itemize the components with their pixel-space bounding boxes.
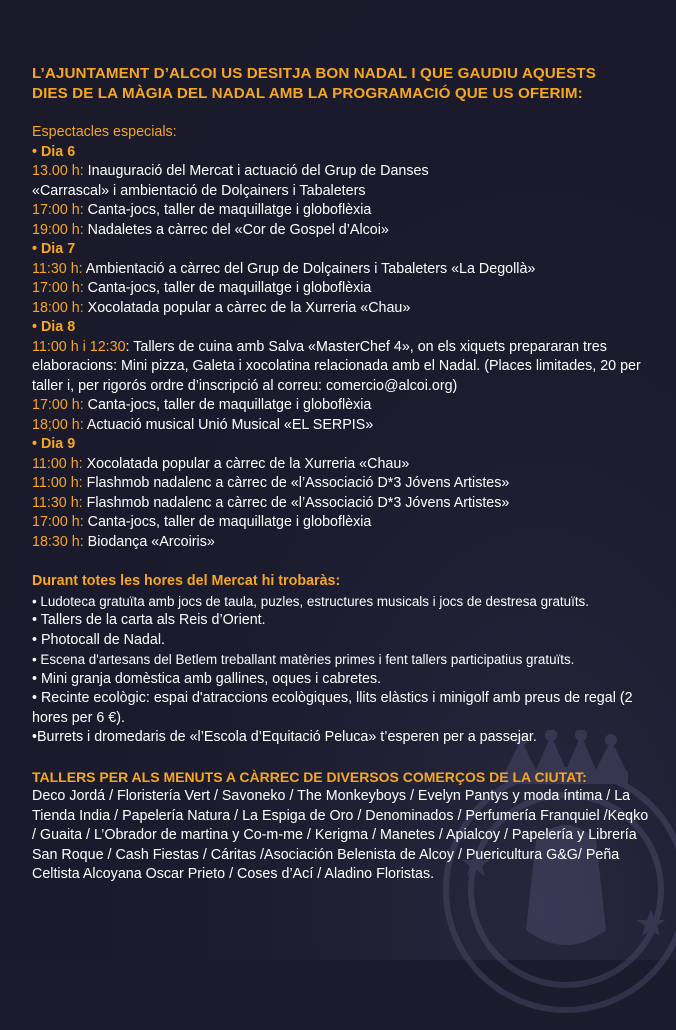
- list-item: • Escena d'artesans del Betlem treballant matèries primes i fent tallers participatius gratuïts.: [32, 652, 575, 667]
- event-row: [32, 513, 652, 533]
- event-text: Canta-jocs, taller de maquillatge i globoflèxia: [83, 514, 372, 530]
- event-row: [32, 201, 652, 221]
- list-item: • Mini granja domèstica amb gallines, oques i cabretes.: [32, 670, 382, 687]
- event-text: Flashmob nadalenc a càrrec de «l’Associació D*3 Jóvens Artistes»: [82, 494, 510, 511]
- event-time: 17:00 h:: [32, 397, 84, 413]
- event-time: 11:30 h:: [32, 494, 83, 511]
- event-time: 17:00 h:: [32, 514, 84, 530]
- event-text: Nadaletes a càrrec del «Cor de Gospel d’Alcoi»: [83, 221, 389, 238]
- event-row: [32, 416, 652, 436]
- event-row: [32, 396, 652, 416]
- section-label-special-shows: Espectacles especials:: [32, 124, 177, 140]
- event-time: 18:30 h:: [32, 533, 84, 550]
- event-text: Xocolatada popular a càrrec de la Xurreria «Chau»: [82, 455, 410, 472]
- list-item: • Recinte ecològic: espai d'atraccions ecològiques, llits elàstics i minigolf amb preus de regal (2 hores per 6 €).: [32, 690, 633, 726]
- workshops-section-title: TALLERS PER ALS MENUTS A CÀRREC DE DIVERSOS COMERÇOS DE LA CIUTAT:: [32, 768, 587, 785]
- event-time: 11:30 h:: [32, 260, 83, 277]
- headline: [32, 64, 652, 103]
- event-row: [32, 533, 652, 553]
- event-row: [32, 299, 652, 319]
- event-text: Xocolatada popular a càrrec de la Xurreria «Chau»: [83, 299, 411, 316]
- list-item: • Photocall de Nadal.: [32, 631, 165, 648]
- event-time: 17:00 h:: [32, 202, 84, 218]
- market-section-title: Durant totes les hores del Mercat hi trobaràs:: [32, 573, 341, 589]
- event-row: [32, 279, 652, 299]
- day-8-label: • Dia 8: [32, 319, 76, 335]
- event-text: Inauguració del Mercat i actuació del Grup de Danses: [83, 163, 429, 179]
- event-row: [32, 494, 652, 514]
- event-time: 18;00 h:: [32, 416, 84, 433]
- event-text: «Carrascal» i ambientació de Dolçainers i Tabaleters: [32, 182, 366, 199]
- event-text: Canta-jocs, taller de maquillatge i globoflèxia: [83, 202, 372, 218]
- event-row: [32, 338, 652, 397]
- event-time: 11:00 h i 12:30: [32, 338, 126, 355]
- list-item: • Ludoteca gratuïta amb jocs de taula, puzles, estructures musicals i jocs de destresa gratuïts.: [32, 593, 589, 609]
- event-row: [32, 182, 652, 202]
- event-row: [32, 455, 652, 475]
- event-text: : Tallers de cuina amb Salva «MasterChef 4», on els xiquets prepararan tres elaboracions: Mini pizza, Galeta i xocolatina relacionada amb el Nadal. (Places limitades, 20 per taller i, per rigorós ordre d’inscripció al correu: comercio@alcoi.org): [32, 338, 641, 394]
- event-text: Flashmob nadalenc a càrrec de «l’Associació D*3 Jóvens Artistes»: [82, 475, 510, 491]
- event-text: Canta-jocs, taller de maquillatge i globoflèxia: [83, 280, 372, 296]
- event-row: [32, 221, 652, 241]
- headline-line-2: DIES DE LA MÀGIA DEL NADAL AMB LA PROGRAMACIÓ QUE US OFERIM:: [32, 84, 583, 102]
- stores-list: Deco Jordá / Floristería Vert / Savoneko / The Monkeyboys / Evelyn Pantys y moda íntima / La Tienda India / Papelería Natura / La Espiga de Oro / Denominados / Perfumería Franquiel /Keqko / Guaita / L’Obrador de martina y Co-m-me / Kerigma / Manetes / Apialcoy / Papelería y Librería San Roque / Cash Fiestas / Cáritas /Asociación Belenista de Alcoy / Puericultura G&G/ Peña Celtista Alcoyana Oscar Prieto / Coses d’Ací / Aladino Floristas.: [32, 788, 649, 882]
- event-time: 11:00 h:: [32, 455, 83, 472]
- event-row: [32, 162, 652, 182]
- event-time: 19:00 h:: [32, 221, 84, 238]
- day-7-label: • Dia 7: [32, 241, 76, 257]
- event-row: [32, 260, 652, 280]
- event-time: 11:00 h:: [32, 475, 83, 491]
- event-text: Biodança «Arcoiris»: [83, 533, 215, 550]
- event-time: 17:00 h:: [32, 280, 84, 296]
- event-text: Canta-jocs, taller de maquillatge i globoflèxia: [83, 397, 372, 413]
- event-text: Ambientació a càrrec del Grup de Dolçainers i Tabaleters «La Degollà»: [82, 260, 536, 277]
- list-item: •Burrets i dromedaris de «l’Escola d’Equitació Peluca» t’esperen per a passejar.: [32, 729, 537, 745]
- headline-line-1: L’AJUNTAMENT D’ALCOI US DESITJA BON NADAL I QUE GAUDIU AQUESTS: [32, 65, 596, 82]
- program-content: [32, 64, 652, 885]
- event-time: 13.00 h:: [32, 163, 84, 179]
- day-9-label: • Dia 9: [32, 436, 76, 452]
- list-item: • Tallers de la carta als Reis d’Orient.: [32, 612, 266, 628]
- day-6-label: • Dia 6: [32, 143, 76, 160]
- event-time: 18:00 h:: [32, 299, 84, 316]
- event-text: Actuació musical Unió Musical «EL SERPIS»: [83, 416, 374, 433]
- event-row: [32, 474, 652, 494]
